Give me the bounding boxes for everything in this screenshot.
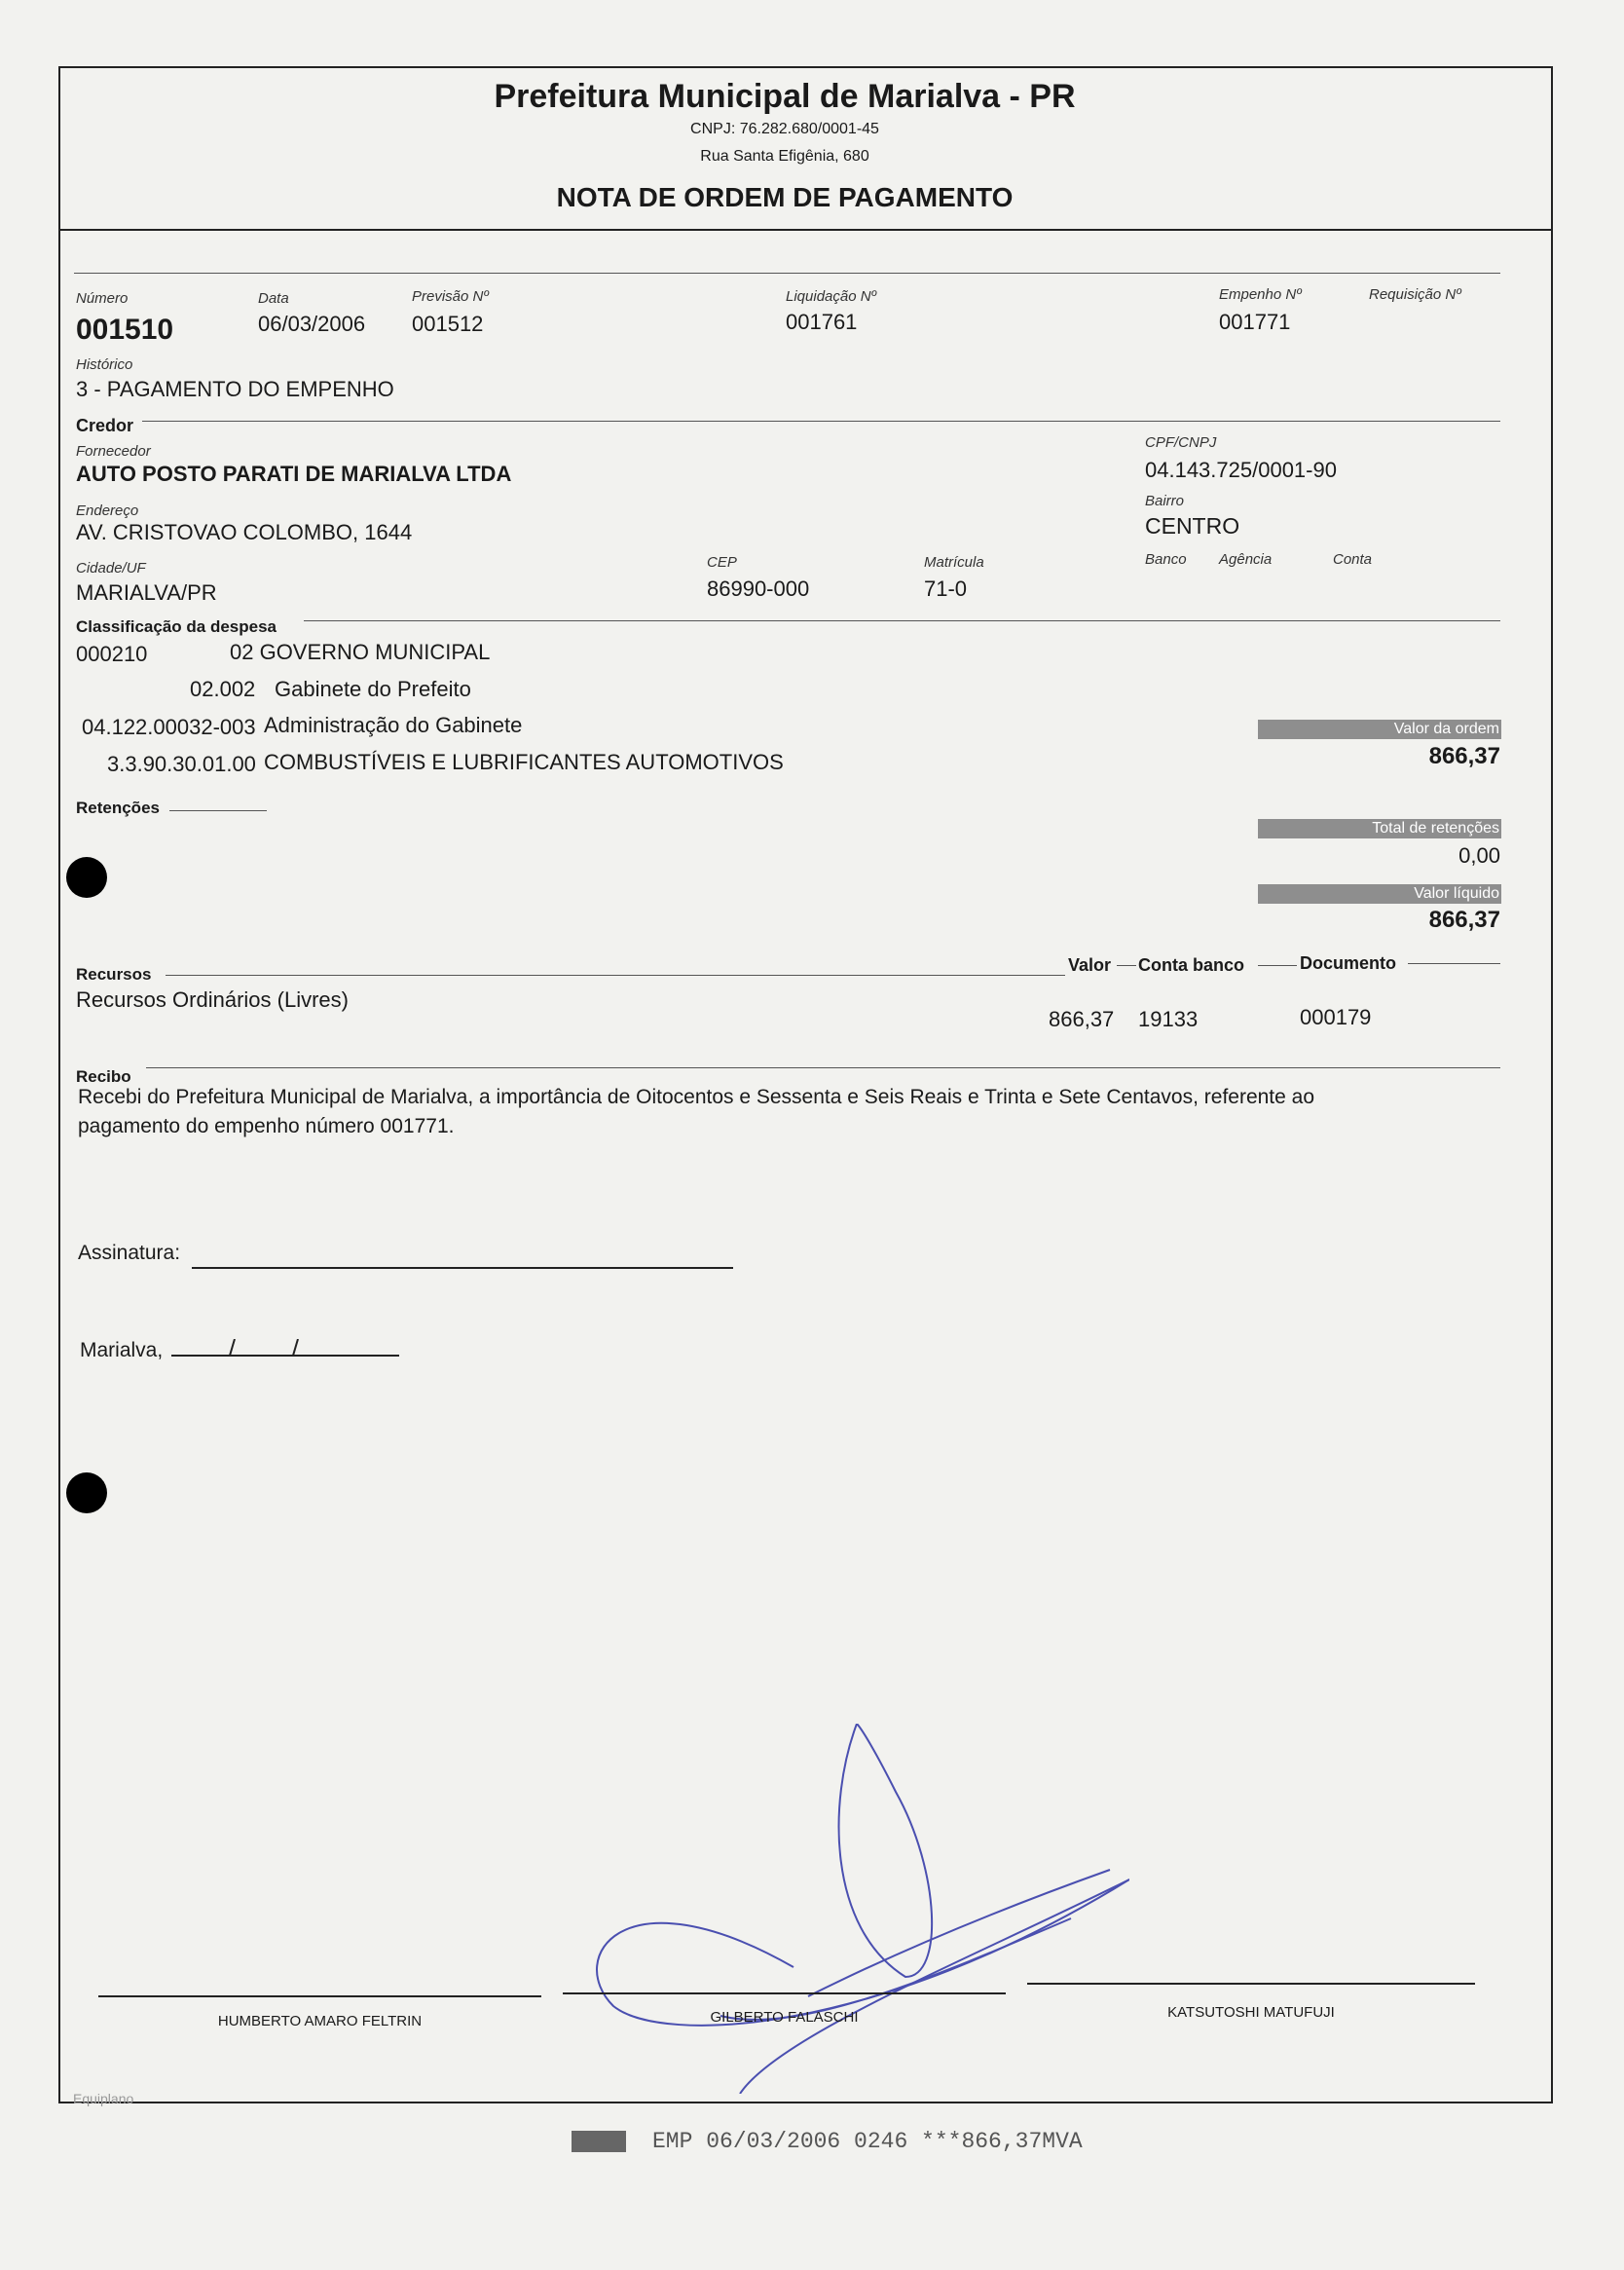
retencoes-divider <box>169 810 267 811</box>
recibo-text-line2: pagamento do empenho número 001771. <box>78 1115 455 1137</box>
fornecedor-value: AUTO POSTO PARATI DE MARIALVA LTDA <box>76 462 512 486</box>
historico-value: 3 - PAGAMENTO DO EMPENHO <box>76 377 394 401</box>
local-date-label: Marialva, <box>80 1339 164 1361</box>
recursos-documento: 000179 <box>1300 1005 1372 1029</box>
recursos-documento-header: Documento <box>1300 953 1396 973</box>
requisicao-label: Requisição Nº <box>1369 286 1461 303</box>
recibo-divider <box>146 1067 1500 1068</box>
signature-name-2: GILBERTO FALASCHI <box>710 2009 859 2026</box>
bairro-value: CENTRO <box>1145 513 1240 539</box>
bank-stamp: EMP 06/03/2006 0246 ***866,37MVA <box>652 2129 1083 2154</box>
previsao-label: Previsão Nº <box>412 288 489 305</box>
signature-line-3 <box>1027 1983 1475 1985</box>
cep-label: CEP <box>707 554 737 571</box>
recursos-divider-end <box>1408 963 1500 964</box>
signature-name-1: HUMBERTO AMARO FELTRIN <box>217 2013 423 2029</box>
equiplano-brand: Equiplano <box>73 2091 134 2106</box>
fields-top-divider <box>74 273 1500 274</box>
address-line: Rua Santa Efigênia, 680 <box>700 148 869 165</box>
retencoes-section-title: Retenções <box>76 799 160 817</box>
recursos-valor: 866,37 <box>1049 1007 1115 1031</box>
cep-value: 86990-000 <box>707 577 810 601</box>
date-blank-lines <box>171 1339 405 1368</box>
numero-label: Número <box>76 290 129 307</box>
classificacao-divider <box>304 620 1500 621</box>
liquidacao-value: 001761 <box>786 310 858 334</box>
recibo-text-line1: Recebi do Prefeitura Municipal de Marialva, a importância de Oitocentos e Sessenta e Seis Reais e Trinta e Sete Centavos, referente ao <box>78 1086 1315 1108</box>
credor-section-title: Credor <box>76 416 134 435</box>
matricula-label: Matrícula <box>924 554 984 571</box>
classificacao-desc-3: COMBUSTÍVEIS E LUBRIFICANTES AUTOMOTIVOS <box>264 750 784 774</box>
page-title: Prefeitura Municipal de Marialva - PR <box>494 78 1076 115</box>
recursos-valor-header: Valor <box>1068 955 1112 975</box>
valor-liquido-bar: Valor líquido <box>1258 884 1501 904</box>
fornecedor-label: Fornecedor <box>76 443 151 460</box>
matricula-value: 71-0 <box>924 577 968 601</box>
recursos-conta: 19133 <box>1138 1007 1199 1031</box>
data-value: 06/03/2006 <box>258 312 366 336</box>
stamp-icon <box>572 2131 626 2152</box>
signature-line-1 <box>98 1995 541 1997</box>
conta-label: Conta <box>1333 551 1373 568</box>
recursos-divider-mid2 <box>1258 965 1297 966</box>
empenho-label: Empenho Nº <box>1219 286 1302 303</box>
punch-hole-top <box>66 857 107 898</box>
numero-value: 001510 <box>76 314 174 346</box>
handwritten-signature <box>584 1724 1129 2094</box>
recursos-divider-mid <box>1117 965 1136 966</box>
assinatura-label: Assinatura: <box>78 1242 181 1264</box>
banco-label: Banco <box>1145 551 1187 568</box>
signature-name-3: KATSUTOSHI MATUFUJI <box>1167 2004 1335 2021</box>
cidade-value: MARIALVA/PR <box>76 580 217 605</box>
assinatura-line <box>192 1267 733 1269</box>
cnpj-line: CNPJ: 76.282.680/0001-45 <box>690 121 879 137</box>
classificacao-section-title: Classificação da despesa <box>76 617 277 636</box>
previsao-value: 001512 <box>412 312 484 336</box>
recursos-section-title: Recursos <box>76 965 152 984</box>
classificacao-desc-1: Gabinete do Prefeito <box>275 677 471 701</box>
valor-ordem-bar: Valor da ordem <box>1258 720 1501 739</box>
punch-hole-bottom <box>66 1472 107 1513</box>
header-divider <box>60 229 1551 231</box>
signature-line-2 <box>563 1992 1006 1994</box>
historico-label: Histórico <box>76 356 133 373</box>
total-retencoes-value: 0,00 <box>1458 843 1500 868</box>
cpf-cnpj-value: 04.143.725/0001-90 <box>1145 458 1337 482</box>
empenho-value: 001771 <box>1219 310 1291 334</box>
total-retencoes-bar: Total de retenções <box>1258 819 1501 838</box>
classificacao-code-3: 3.3.90.30.01.00 <box>107 752 256 776</box>
recursos-conta-header: Conta banco <box>1138 955 1245 975</box>
agencia-label: Agência <box>1219 551 1273 568</box>
classificacao-code-1: 02.002 <box>190 677 256 701</box>
recursos-item: Recursos Ordinários (Livres) <box>76 987 349 1012</box>
classificacao-code-2: 04.122.00032-003 <box>82 715 256 739</box>
liquidacao-label: Liquidação Nº <box>786 288 877 305</box>
credor-divider <box>142 421 1500 422</box>
data-label: Data <box>258 290 289 307</box>
valor-liquido-value: 866,37 <box>1428 907 1500 933</box>
cidade-label: Cidade/UF <box>76 560 146 577</box>
recursos-divider <box>166 975 1065 976</box>
valor-ordem-value: 866,37 <box>1428 743 1500 769</box>
classificacao-code-0: 000210 <box>76 642 148 666</box>
endereco-label: Endereço <box>76 502 139 519</box>
endereco-value: AV. CRISTOVAO COLOMBO, 1644 <box>76 520 413 544</box>
cpf-cnpj-label: CPF/CNPJ <box>1145 434 1217 451</box>
document-title: NOTA DE ORDEM DE PAGAMENTO <box>556 182 1014 212</box>
bairro-label: Bairro <box>1145 493 1185 509</box>
recibo-section-title: Recibo <box>76 1067 131 1086</box>
classificacao-desc-0: 02 GOVERNO MUNICIPAL <box>230 640 491 664</box>
classificacao-desc-2: Administração do Gabinete <box>264 713 523 737</box>
